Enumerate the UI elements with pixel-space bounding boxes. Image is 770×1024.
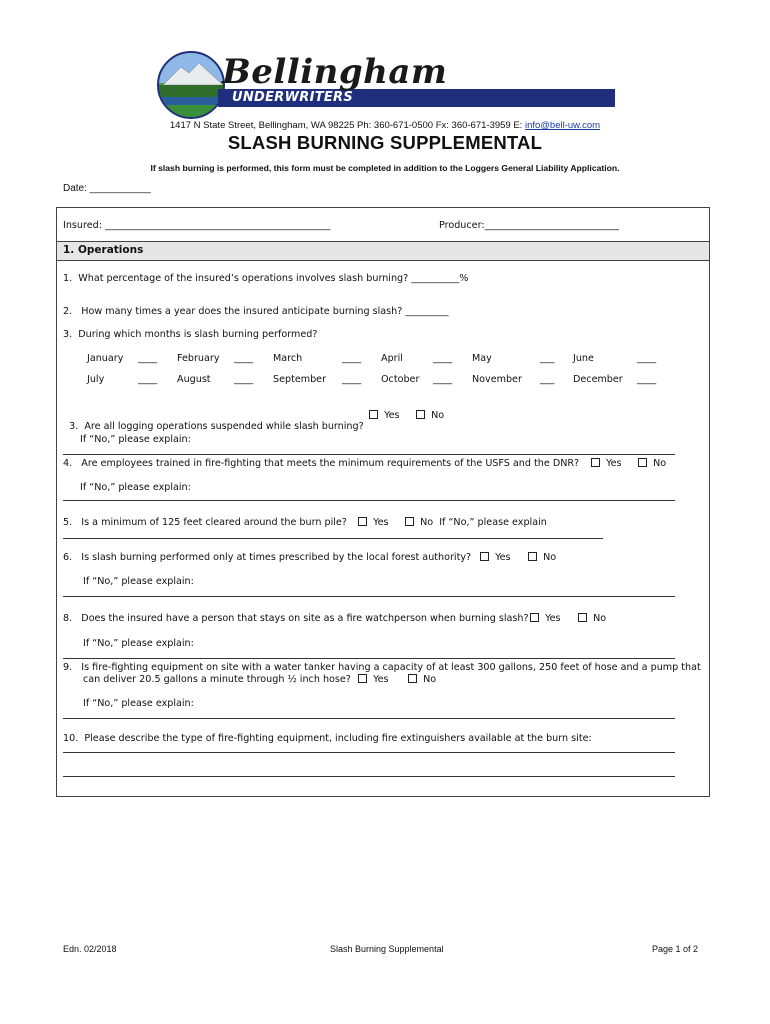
month-blank-field[interactable]: ____ bbox=[342, 353, 362, 364]
q8-explain-label: If “No,” please explain: bbox=[83, 638, 194, 649]
month-blank-field[interactable]: ____ bbox=[234, 353, 254, 364]
no-label: No bbox=[431, 410, 445, 421]
question-5: 5. Is a minimum of 125 feet cleared around the burn pile? bbox=[63, 517, 347, 528]
month-label: June bbox=[573, 353, 594, 364]
no-label: No bbox=[653, 458, 667, 469]
checkbox-icon[interactable] bbox=[358, 517, 367, 526]
answer-line[interactable] bbox=[63, 538, 603, 539]
answer-line[interactable] bbox=[63, 718, 675, 719]
q4-yes-option[interactable] bbox=[590, 458, 622, 469]
q6-no-option[interactable] bbox=[527, 552, 556, 563]
yes-label: Yes bbox=[606, 458, 622, 469]
email-link[interactable]: info@bell-uw.com bbox=[524, 120, 601, 131]
q9-yes-option[interactable] bbox=[357, 674, 389, 685]
question-6: 6. Is slash burning performed only at times prescribed by the local forest authority? bbox=[63, 552, 472, 563]
question-3b-text: 3. Are all logging operations suspended while slash burning? bbox=[69, 421, 364, 432]
page-title: SLASH BURNING SUPPLEMENTAL bbox=[227, 132, 543, 153]
answer-line[interactable] bbox=[63, 752, 675, 753]
yes-label: Yes bbox=[373, 517, 389, 528]
q3b-yes-option[interactable] bbox=[368, 410, 400, 421]
month-blank-field[interactable]: ____ bbox=[138, 353, 158, 364]
question-1[interactable]: 1. What percentage of the insured’s operations involves slash burning? __________% bbox=[63, 273, 469, 284]
brand-name: Bellingham bbox=[222, 52, 448, 92]
q5-no-explain-label: No If “No,” please explain bbox=[420, 517, 547, 528]
checkbox-icon[interactable] bbox=[638, 458, 647, 467]
month-blank-field[interactable]: ___ bbox=[540, 374, 555, 385]
checkbox-icon[interactable] bbox=[530, 613, 539, 622]
answer-line[interactable] bbox=[63, 658, 675, 659]
question-3b bbox=[63, 410, 364, 432]
checkbox-icon[interactable] bbox=[578, 613, 587, 622]
footer-page-number: Page 1 of 2 bbox=[652, 944, 699, 954]
checkbox-icon[interactable] bbox=[369, 410, 378, 419]
q4-explain-label: If “No,” please explain: bbox=[80, 482, 191, 493]
yes-label: Yes bbox=[373, 674, 389, 685]
q6-yes-option[interactable] bbox=[479, 552, 511, 563]
brand-underwriters: UNDERWRITERS bbox=[232, 90, 354, 105]
logo-emblem bbox=[157, 51, 225, 119]
checkbox-icon[interactable] bbox=[358, 674, 367, 683]
month-label: December bbox=[573, 374, 623, 385]
section-title: 1. Operations bbox=[63, 244, 144, 256]
month-label: February bbox=[177, 353, 220, 364]
checkbox-icon[interactable] bbox=[408, 674, 417, 683]
answer-line[interactable] bbox=[63, 596, 675, 597]
question-9-line1: 9. Is fire-fighting equipment on site with a water tanker having a capacity of at least 300 gallons, 250 feet of hose and a pump that bbox=[63, 662, 701, 673]
form-instructions: If slash burning is performed, this form must be completed in addition to the Loggers General Liability Application. bbox=[150, 163, 620, 173]
mountain-logo-icon bbox=[159, 53, 225, 119]
month-label: April bbox=[381, 353, 403, 364]
month-label: May bbox=[472, 353, 492, 364]
question-2[interactable]: 2. How many times a year does the insured anticipate burning slash? _________ bbox=[63, 306, 449, 317]
month-label: March bbox=[273, 353, 303, 364]
month-blank-field[interactable]: ____ bbox=[234, 374, 254, 385]
q6-explain-label: If “No,” please explain: bbox=[83, 576, 194, 587]
month-blank-field[interactable]: ___ bbox=[540, 353, 555, 364]
q3b-no-option[interactable] bbox=[415, 410, 444, 421]
month-label: November bbox=[472, 374, 522, 385]
question-3: 3. During which months is slash burning performed? bbox=[63, 329, 318, 340]
question-10: 10. Please describe the type of fire-fighting equipment, including fire extinguishers available at the burn site: bbox=[63, 733, 592, 744]
footer-edition: Edn. 02/2018 bbox=[63, 944, 117, 954]
answer-line[interactable] bbox=[63, 500, 675, 501]
section-header bbox=[57, 241, 709, 261]
address-text: 1417 N State Street, Bellingham, WA 98225 Ph: 360-671-0500 Fx: 360-671-3959 E: bbox=[169, 120, 525, 131]
month-label: August bbox=[177, 374, 211, 385]
no-label: No bbox=[543, 552, 557, 563]
q4-no-option[interactable] bbox=[637, 458, 666, 469]
q3b-explain-label: If “No,” please explain: bbox=[80, 434, 191, 445]
producer-field[interactable]: Producer:____________________________ bbox=[439, 220, 619, 231]
q8-no-option[interactable] bbox=[577, 613, 606, 624]
checkbox-icon[interactable] bbox=[416, 410, 425, 419]
q9-explain-label: If “No,” please explain: bbox=[83, 698, 194, 709]
yes-label: Yes bbox=[545, 613, 561, 624]
answer-line[interactable] bbox=[63, 454, 675, 455]
month-blank-field[interactable]: ____ bbox=[138, 374, 158, 385]
q5-no-option[interactable] bbox=[404, 517, 547, 528]
checkbox-icon[interactable] bbox=[480, 552, 489, 561]
month-blank-field[interactable]: ____ bbox=[637, 353, 657, 364]
month-label: October bbox=[381, 374, 420, 385]
q5-yes-option[interactable] bbox=[357, 517, 389, 528]
month-label: January bbox=[87, 353, 124, 364]
month-blank-field[interactable]: ____ bbox=[433, 374, 453, 385]
address-line bbox=[0, 120, 770, 131]
month-blank-field[interactable]: ____ bbox=[433, 353, 453, 364]
month-blank-field[interactable]: ____ bbox=[637, 374, 657, 385]
month-label: July bbox=[87, 374, 105, 385]
q8-yes-option[interactable] bbox=[529, 613, 561, 624]
insured-field[interactable]: Insured: _______________________________________________ bbox=[63, 220, 331, 231]
checkbox-icon[interactable] bbox=[528, 552, 537, 561]
month-blank-field[interactable]: ____ bbox=[342, 374, 362, 385]
yes-label: Yes bbox=[384, 410, 400, 421]
question-8: 8. Does the insured have a person that stays on site as a fire watchperson when burning slash? bbox=[63, 613, 529, 624]
checkbox-icon[interactable] bbox=[591, 458, 600, 467]
date-field[interactable]: Date: ___________ bbox=[63, 183, 151, 194]
yes-label: Yes bbox=[495, 552, 511, 563]
no-label: No bbox=[423, 674, 437, 685]
month-label: September bbox=[273, 374, 327, 385]
answer-line[interactable] bbox=[63, 776, 675, 777]
footer-title: Slash Burning Supplemental bbox=[330, 944, 444, 954]
no-label: No bbox=[593, 613, 607, 624]
q9-no-option[interactable] bbox=[407, 674, 436, 685]
question-9-line2: can deliver 20.5 gallons a minute through ½ inch hose? bbox=[83, 674, 351, 685]
question-4: 4. Are employees trained in fire-fighting that meets the minimum requirements of the USFS and the DNR? bbox=[63, 458, 580, 469]
checkbox-icon[interactable] bbox=[405, 517, 414, 526]
